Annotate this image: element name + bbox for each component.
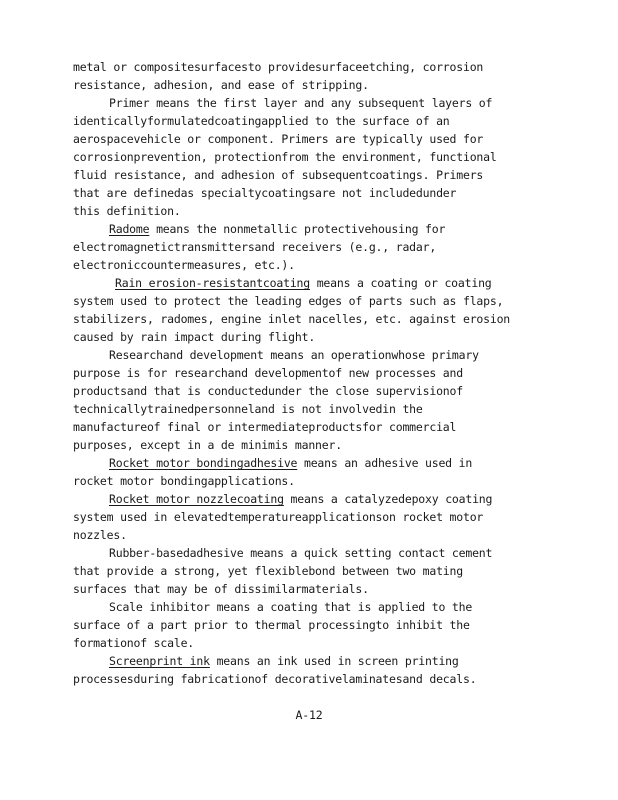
text-line: productsand that is conductedunder the close supervisionof — [73, 384, 463, 398]
text-line: fluid resistance, and adhesion of subsequentcoatings. Primers — [73, 168, 484, 182]
definition-lead: means an ink used in screen printing — [209, 654, 459, 668]
text-line: corrosionprevention, protectionfrom the environment, functional — [73, 150, 497, 164]
definition-first-line — [73, 598, 553, 616]
definition-term: Rocket motor nozzlecoating — [109, 492, 284, 506]
definition-first-line — [73, 220, 553, 238]
definition-term: Scale inhibitor — [109, 600, 210, 614]
text-line: manufactureof final or intermediateproductsfor commercial — [73, 420, 457, 434]
definition-first-line — [73, 94, 553, 112]
definition-first-line — [73, 652, 553, 670]
text-line: electromagnetictransmittersand receivers (e.g., radar, — [73, 240, 437, 254]
text-line: that provide a strong, yet flexiblebond between two mating — [73, 564, 463, 578]
definition-term: Rubber-basedadhesive — [109, 546, 244, 560]
text-line: resistance, adhesion, and ease of stripping. — [73, 78, 369, 92]
text-line: this definition. — [73, 204, 181, 218]
definition-lead: means the nonmetallic protectivehousing for — [149, 222, 446, 236]
definition-first-line — [73, 490, 553, 508]
text-line: caused by rain impact during flight. — [73, 330, 316, 344]
text-line: purpose is for researchand developmentof new processes and — [73, 366, 463, 380]
text-line: purposes, except in a de minimis manner. — [73, 438, 342, 452]
definitions-body — [73, 58, 553, 688]
text-line: surfaces that may be of dissimilarmaterials. — [73, 582, 369, 596]
definition-term: Researchand development — [109, 348, 264, 362]
text-line: system used to protect the leading edges of parts such as flaps, — [73, 294, 504, 308]
text-line: technicallytrainedpersonneland is not involvedin the — [73, 402, 423, 416]
text-line: system used in elevatedtemperatureapplicationson rocket motor — [73, 510, 484, 524]
definition-lead: means a coating or coating — [309, 276, 492, 290]
definition-first-line — [73, 274, 553, 292]
definition-lead: means a quick setting contact cement — [243, 546, 493, 560]
definition-term: Rocket motor bondingadhesive — [109, 456, 298, 470]
text-line: stabilizers, radomes, engine inlet nacelles, etc. against erosion — [73, 312, 511, 326]
definition-term: Screenprint ink — [109, 654, 210, 668]
definition-first-line — [73, 544, 553, 562]
text-line: identicallyformulatedcoatingapplied to the surface of an — [73, 114, 450, 128]
text-line: surface of a part prior to thermal processingto inhibit the — [73, 618, 470, 632]
definition-lead: means an operationwhose primary — [263, 348, 479, 362]
definition-term: Primer — [109, 96, 150, 110]
definition-term: Radome — [109, 222, 150, 236]
definition-lead: means a catalyzedepoxy coating — [283, 492, 493, 506]
definition-lead: means an adhesive used in — [297, 456, 473, 470]
text-line: processesduring fabricationof decorativelaminatesand decals. — [73, 672, 477, 686]
text-line: metal or compositesurfacesto providesurfaceetching, corrosion — [73, 60, 484, 74]
text-line: nozzles. — [73, 528, 127, 542]
page-number: A-12 — [295, 708, 323, 722]
definition-lead: means the first layer and any subsequent layers of — [149, 96, 493, 110]
definition-first-line — [73, 346, 553, 364]
definition-first-line — [73, 454, 553, 472]
text-line: that are definedas specialtycoatingsare not includedunder — [73, 186, 457, 200]
definition-term: Rain erosion-resistantcoating — [115, 276, 310, 290]
text-line: electroniccountermeasures, etc.). — [73, 258, 295, 272]
text-line: formationof scale. — [73, 636, 195, 650]
definition-lead: means a coating that is applied to the — [209, 600, 473, 614]
text-line: rocket motor bondingapplications. — [73, 474, 295, 488]
text-line: aerospacevehicle or component. Primers are typically used for — [73, 132, 484, 146]
